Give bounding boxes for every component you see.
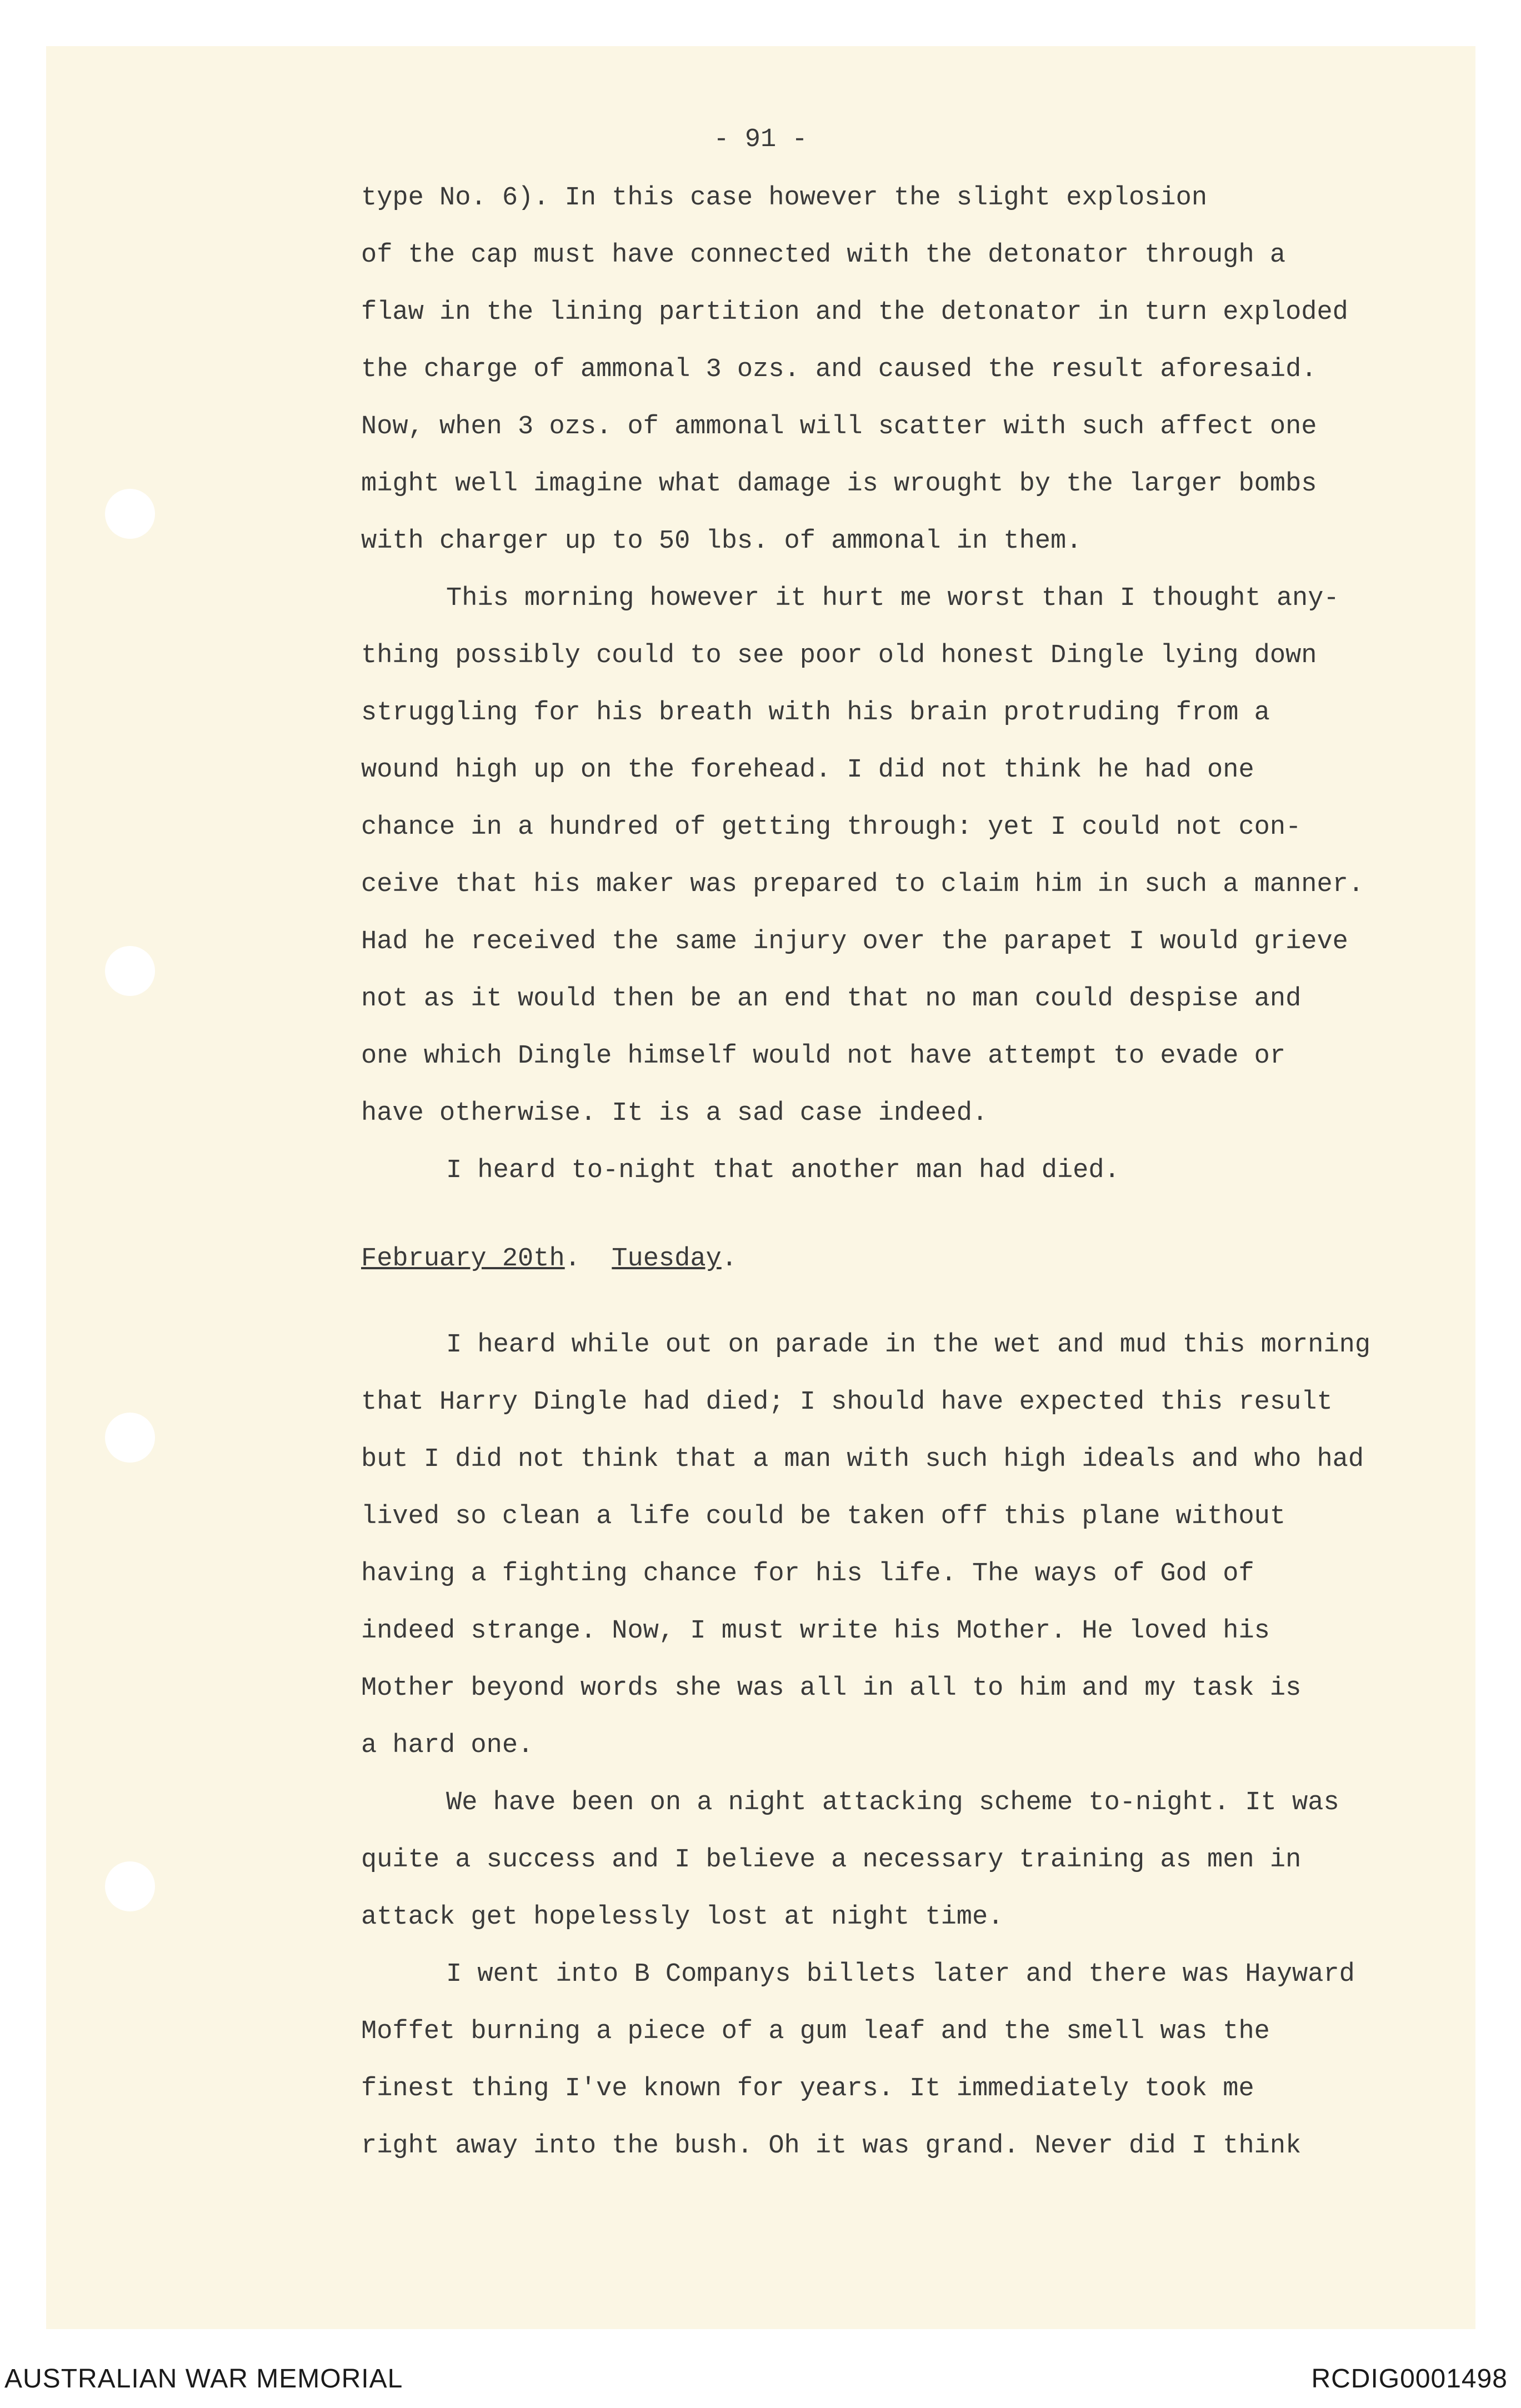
text-line: Mother beyond words she was all in all to him and my task is — [361, 1674, 1302, 1703]
date-heading — [361, 1244, 737, 1274]
heading-date: February 20th — [361, 1244, 565, 1274]
text-line: of the cap must have connected with the detonator through a — [361, 241, 1286, 270]
text-line: I heard while out on parade in the wet and mud this morning — [446, 1330, 1371, 1360]
text-line: This morning however it hurt me worst than I thought any- — [446, 584, 1339, 613]
text-line: not as it would then be an end that no man could despise and — [361, 984, 1302, 1014]
punch-hole — [105, 1413, 155, 1463]
text-line: thing possibly could to see poor old honest Dingle lying down — [361, 641, 1317, 670]
text-line: type No. 6). In this case however the slight explosion — [361, 183, 1208, 213]
text-line: one which Dingle himself would not have attempt to evade or — [361, 1042, 1286, 1071]
text-line: right away into the bush. Oh it was grand. Never did I think — [361, 2131, 1302, 2161]
punch-hole — [105, 946, 155, 996]
text-line: I heard to-night that another man had died. — [446, 1156, 1120, 1185]
text-line: attack get hopelessly lost at night time. — [361, 1903, 1004, 1932]
text-line: struggling for his breath with his brain protruding from a — [361, 698, 1270, 728]
text-line: with charger up to 50 lbs. of ammonal in them. — [361, 527, 1082, 556]
punch-hole — [105, 489, 155, 539]
heading-separator: . — [564, 1244, 612, 1274]
text-line: indeed strange. Now, I must write his Mother. He loved his — [361, 1616, 1270, 1646]
text-line: that Harry Dingle had died; I should have expected this result — [361, 1388, 1333, 1417]
text-line: Now, when 3 ozs. of ammonal will scatter with such affect one — [361, 412, 1317, 442]
text-line: chance in a hundred of getting through: yet I could not con- — [361, 813, 1302, 842]
page-number: - 91 - — [713, 125, 808, 154]
heading-end: . — [721, 1244, 737, 1274]
punch-hole — [105, 1861, 155, 1911]
text-line: having a fighting chance for his life. The ways of God of — [361, 1559, 1254, 1589]
text-line: lived so clean a life could be taken off this plane without — [361, 1502, 1286, 1531]
text-line: the charge of ammonal 3 ozs. and caused the result aforesaid. — [361, 355, 1317, 384]
archive-credit: AUSTRALIAN WAR MEMORIAL — [4, 2364, 403, 2394]
text-line: ceive that his maker was prepared to claim him in such a manner. — [361, 870, 1364, 899]
text-line: but I did not think that a man with such high ideals and who had — [361, 1445, 1364, 1474]
text-line: finest thing I've known for years. It immediately took me — [361, 2074, 1254, 2104]
text-line: wound high up on the forehead. I did not think he had one — [361, 755, 1254, 785]
text-line: Had he received the same injury over the parapet I would grieve — [361, 927, 1348, 957]
text-line: Moffet burning a piece of a gum leaf and the smell was the — [361, 2017, 1270, 2046]
text-line: quite a success and I believe a necessary training as men in — [361, 1845, 1302, 1875]
text-line: might well imagine what damage is wrought by the larger bombs — [361, 469, 1317, 499]
text-line: flaw in the lining partition and the detonator in turn exploded — [361, 298, 1348, 327]
text-line: We have been on a night attacking scheme to-night. It was — [446, 1788, 1339, 1818]
heading-day: Tuesday — [612, 1244, 722, 1274]
archive-reference-id: RCDIG0001498 — [1311, 2364, 1508, 2394]
text-line: a hard one. — [361, 1731, 534, 1760]
text-line: I went into B Companys billets later and there was Hayward — [446, 1960, 1355, 1989]
text-line: have otherwise. It is a sad case indeed. — [361, 1099, 988, 1128]
